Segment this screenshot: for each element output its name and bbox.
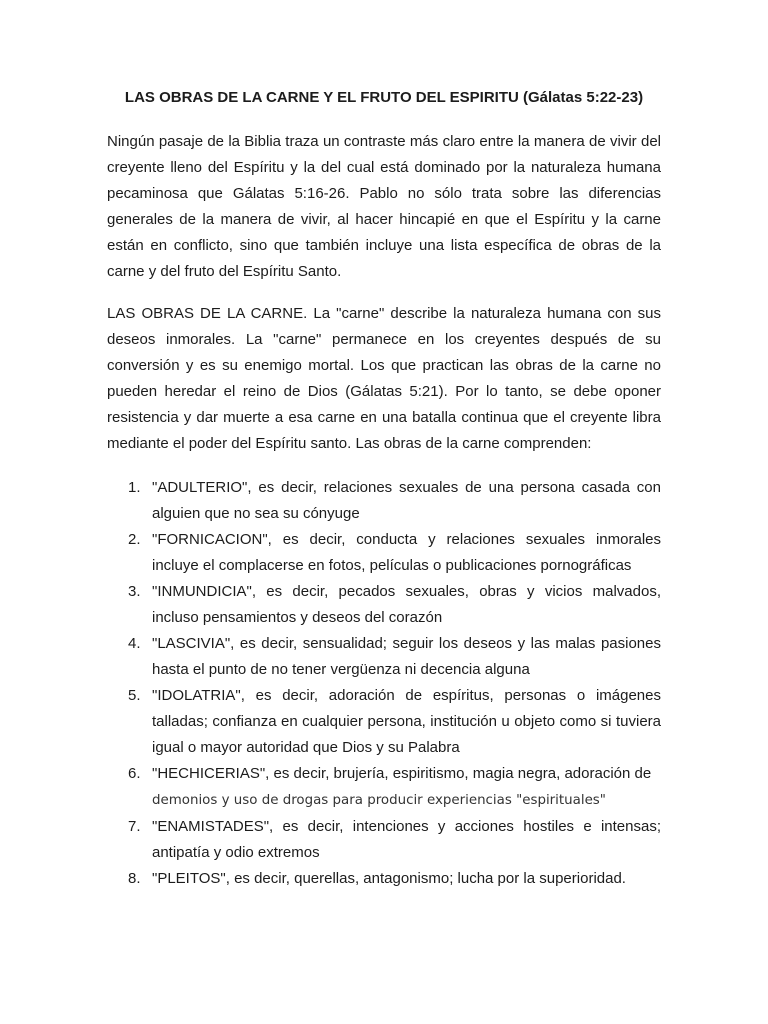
intro-paragraph: Ningún pasaje de la Biblia traza un contraste más claro entre la manera de vivir del creyente lleno del Espíritu y la del cual está dominado por la naturaleza humana pecaminosa que Gálatas 5:16-26. Pablo no sólo trata sobre las diferencias generales de la manera de vivir, al hacer hincapié en que el Espíritu y la carne están en conflicto, sino que también incluye una lista específica de obras de la carne y del fruto del Espíritu Santo. [107,133,661,280]
list-item-text-continuation: demonios y uso de drogas para producir experiencias "espirituales" [152,793,606,808]
list-number: 8. [128,870,141,887]
works-of-flesh-list [107,475,661,892]
list-item [107,631,661,683]
list-item-text: "FORNICACION", es decir, conducta y relaciones sexuales inmorales incluye el complacerse en fotos, películas o publicaciones pornográficas [152,531,661,574]
list-number: 3. [128,583,141,600]
list-item-text: "HECHICERIAS", es decir, brujería, espiritismo, magia negra, adoración de [152,765,652,782]
list-item-text: "ADULTERIO", es decir, relaciones sexuales de una persona casada con alguien que no sea su cónyuge [152,479,661,522]
list-item [107,683,661,761]
document-title: LAS OBRAS DE LA CARNE Y EL FRUTO DEL ESPIRITU (Gálatas 5:22-23) [124,89,644,106]
list-item [107,475,661,527]
list-item-text: "PLEITOS", es decir, querellas, antagonismo; lucha por la superioridad. [152,870,626,887]
list-number: 6. [128,765,141,782]
list-number: 1. [128,479,141,496]
list-item-text: "IDOLATRIA", es decir, adoración de espíritus, personas o imágenes talladas; confianza en cualquier persona, institución u objeto como si tuviera igual o mayor autoridad que Dios y su Palabra [152,687,661,756]
list-item [107,579,661,631]
list-item-text: "LASCIVIA", es decir, sensualidad; seguir los deseos y las malas pasiones hasta el punto de no tener vergüenza ni decencia alguna [152,635,661,678]
list-item [107,761,661,814]
list-number: 2. [128,531,141,548]
list-item-text: "ENAMISTADES", es decir, intenciones y acciones hostiles e intensas; antipatía y odio extremos [152,818,661,861]
list-number: 5. [128,687,141,704]
list-item [107,527,661,579]
list-number: 4. [128,635,141,652]
list-number: 7. [128,818,141,835]
list-item [107,814,661,866]
list-item-text: "INMUNDICIA", es decir, pecados sexuales, obras y vicios malvados, incluso pensamientos y deseos del corazón [152,583,661,626]
works-of-flesh-paragraph: LAS OBRAS DE LA CARNE. La "carne" describe la naturaleza humana con sus deseos inmorales. La "carne" permanece en los creyentes después de su conversión y es su enemigo mortal. Los que practican las obras de la carne no pueden heredar el reino de Dios (Gálatas 5:21). Por lo tanto, se debe oponer resistencia y dar muerte a esa carne en una batalla continua que el creyente libra mediante el poder del Espíritu santo. Las obras de la carne comprenden: [107,305,661,452]
list-item [107,866,661,892]
